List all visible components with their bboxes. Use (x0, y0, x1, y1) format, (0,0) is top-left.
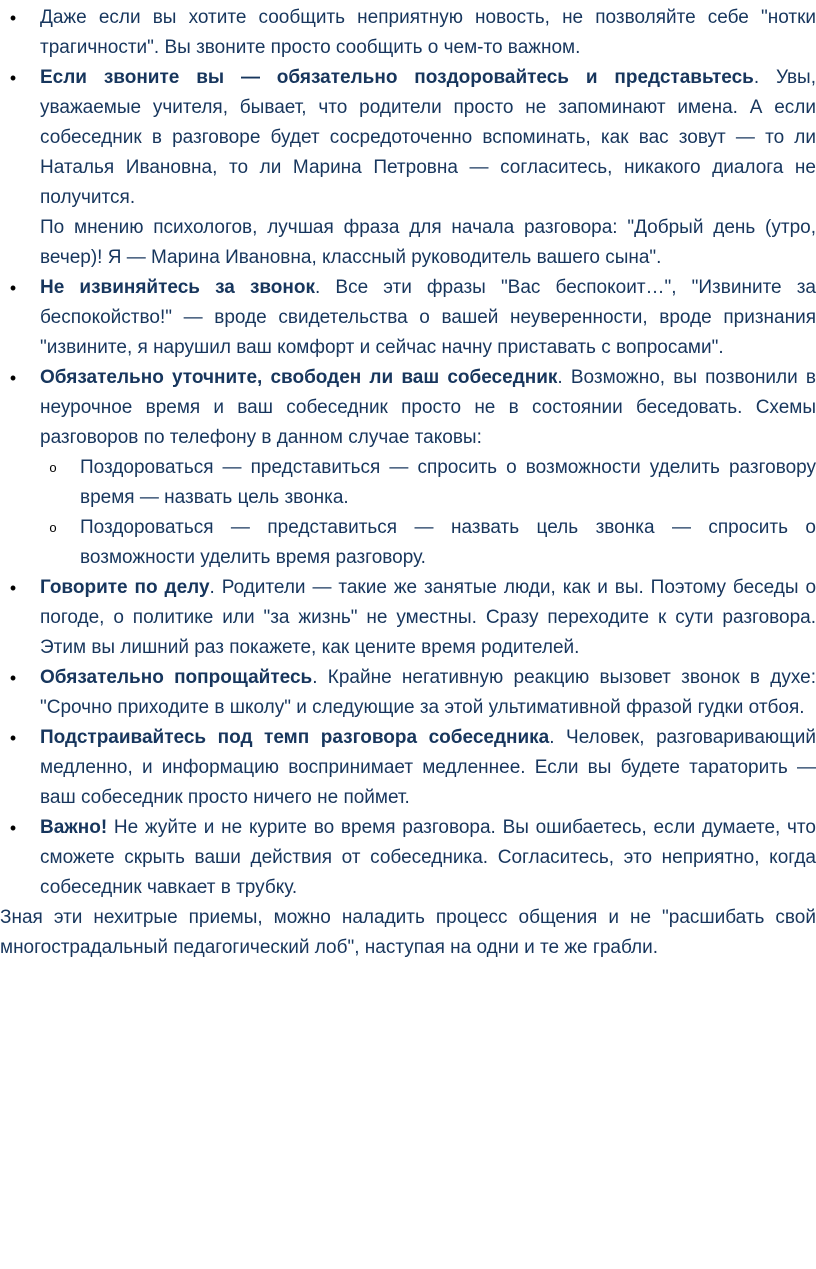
list-item-heading: Обязательно уточните, свободен ли ваш собеседник (40, 367, 558, 388)
list-item (0, 573, 816, 663)
bullet-icon: • (9, 818, 17, 838)
sub-list-item-text: Поздороваться — представиться — назвать цель звонка — спросить о возможности уделить время разговору. (80, 517, 816, 568)
document-page (0, 3, 816, 963)
list-item-text: . Увы, уважаемые учителя, бывает, что родители просто не запоминают имена. А если собеседник в разговоре будет сосредоточенно вспоминать, как вас зовут — то ли Наталья Ивановна, то ли Марина Петровна — согласитесь, никакого диалога не получится. (40, 67, 816, 208)
list-item (0, 273, 816, 363)
circle-bullet-icon: o (49, 460, 57, 475)
list-item (0, 723, 816, 813)
tips-list (0, 3, 816, 903)
list-item (0, 663, 816, 723)
bullet-icon: • (9, 728, 17, 748)
list-item-heading: Важно! (40, 817, 108, 838)
bullet-icon: • (9, 278, 17, 298)
sub-list (40, 453, 816, 573)
bullet-icon: • (9, 8, 17, 28)
list-item-text: . Все эти фразы "Вас беспокоит…", "Извините за беспокойство!" — вроде свидетельства о вашей неуверенности, вроде признания "извините, я нарушил ваш комфорт и сейчас начну приставать с вопросами". (40, 277, 816, 358)
list-item-heading: Если звоните вы — обязательно поздоровайтесь и представьтесь (40, 67, 754, 88)
list-item-text: . Человек, разговаривающий медленно, и информацию воспринимает медленнее. Если вы будете тараторить — ваш собеседник просто ничего не поймет. (40, 727, 816, 808)
bullet-icon: • (9, 68, 17, 88)
bullet-icon: • (9, 368, 17, 388)
list-item (0, 3, 816, 63)
sub-list-item (40, 513, 816, 573)
sub-list-item-text: Поздороваться — представиться — спросить о возможности уделить разговору время — назвать цель звонка. (80, 457, 816, 508)
list-item-text: Не жуйте и не курите во время разговора. Вы ошибаетесь, если думаете, что сможете скрыть ваши действия от собеседника. Согласитесь, это неприятно, когда собеседник чавкает в трубку. (40, 817, 816, 898)
list-item-text: . Возможно, вы позвонили в неурочное время и ваш собеседник просто не в состоянии беседовать. Схемы разговоров по телефону в данном случае таковы: (40, 367, 816, 448)
bullet-icon: • (9, 578, 17, 598)
circle-bullet-icon: o (49, 520, 57, 535)
list-item-heading: Подстраивайтесь под темп разговора собеседника (40, 727, 550, 748)
list-item (0, 363, 816, 573)
bullet-icon: • (9, 668, 17, 688)
list-item-heading: Не извиняйтесь за звонок (40, 277, 316, 298)
list-item (0, 813, 816, 903)
list-item-text: . Крайне негативную реакцию вызовет звонок в духе: "Срочно приходите в школу" и следующие за этой ультимативной фразой гудки отбоя. (40, 667, 816, 718)
list-item-text: . Родители — такие же занятые люди, как и вы. Поэтому беседы о погоде, о политике или "за жизнь" не уместны. Сразу переходите к сути разговора. Этим вы лишний раз покажете, как цените время родителей. (40, 577, 816, 658)
list-item (0, 63, 816, 273)
list-item-text: Даже если вы хотите сообщить неприятную новость, не позволяйте себе "нотки трагичности". Вы звоните просто сообщить о чем-то важном. (40, 7, 816, 58)
list-item-heading: Говорите по делу (40, 577, 210, 598)
list-item-heading: Обязательно попрощайтесь (40, 667, 313, 688)
list-item-text-paragraph: По мнению психологов, лучшая фраза для начала разговора: "Добрый день (утро, вечер)! Я — Марина Ивановна, классный руководитель вашего сына". (40, 217, 816, 268)
sub-list-item (40, 453, 816, 513)
closing-paragraph: Зная эти нехитрые приемы, можно наладить процесс общения и не "расшибать свой многострадальный педагогический лоб", наступая на одни и те же грабли. (0, 907, 816, 958)
